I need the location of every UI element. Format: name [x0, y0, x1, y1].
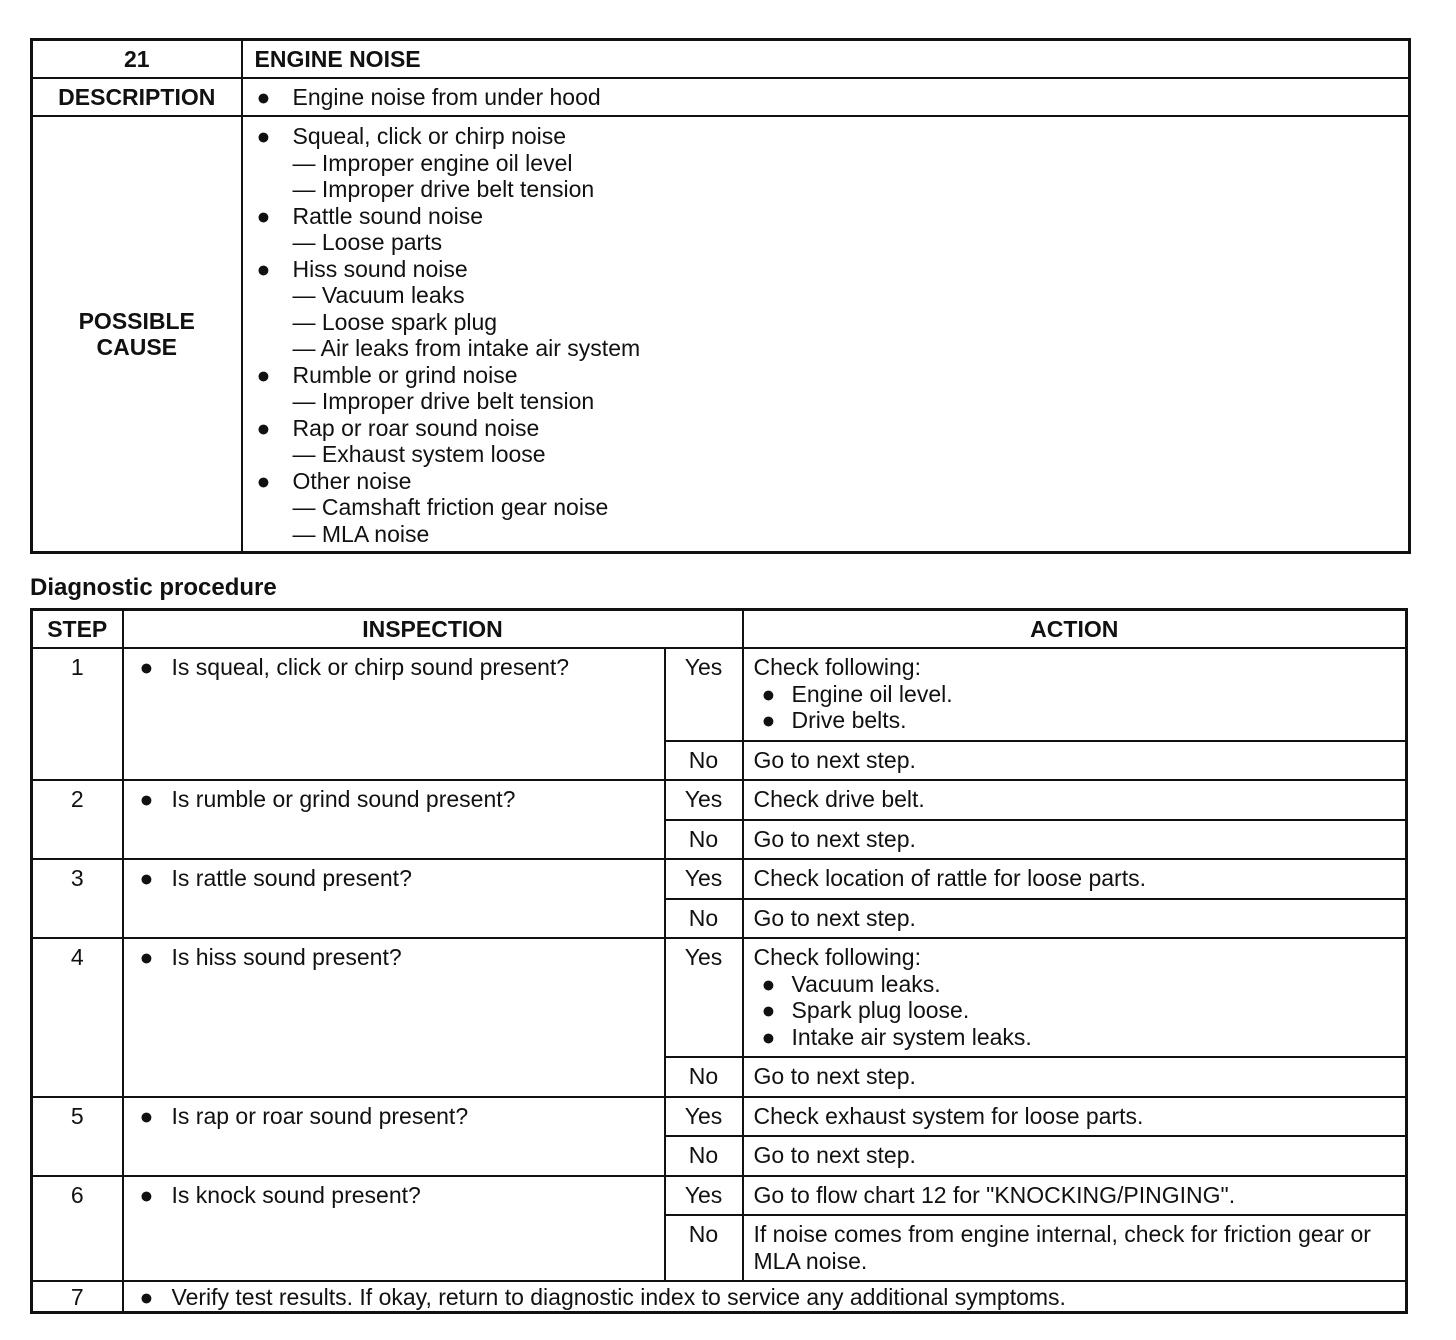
no-label: No	[665, 1057, 743, 1097]
step-number: 5	[32, 1097, 123, 1176]
cause-text: Squeal, click or chirp noise	[292, 123, 567, 149]
procedure-table	[30, 608, 1408, 1314]
header-action: ACTION	[743, 610, 1407, 649]
inspection-text: Is knock sound present?	[171, 1181, 421, 1208]
procedure-body	[32, 648, 1407, 1281]
inspection-text: Is rattle sound present?	[171, 865, 412, 891]
cause-subitem: — Improper drive belt tension	[292, 176, 595, 202]
description-label: DESCRIPTION	[32, 78, 242, 116]
yes-action-text: Check location of rattle for loose parts.	[753, 865, 1146, 891]
bullet-icon: ●	[139, 654, 154, 680]
possible-cause-label-line1: POSSIBLE	[78, 307, 195, 334]
cause-item	[257, 362, 1409, 389]
description-text: Engine noise from under hood	[292, 83, 601, 110]
symptom-title: ENGINE NOISE	[242, 40, 1410, 79]
cause-item	[257, 203, 1409, 230]
step-yes-row	[32, 780, 1407, 820]
step-yes-row	[32, 648, 1407, 741]
final-step-number: 7	[32, 1281, 123, 1312]
action-bullet-item	[754, 971, 1397, 998]
header-step: STEP	[32, 610, 123, 649]
no-label: No	[665, 1136, 743, 1176]
yes-action-cell	[743, 780, 1407, 820]
action-bullet-text: Spark plug loose.	[791, 997, 970, 1023]
bullet-icon: ●	[761, 997, 776, 1023]
bullet-icon: ●	[139, 1181, 154, 1208]
cause-item	[257, 415, 1409, 442]
bullet-icon: ●	[256, 123, 271, 149]
no-label: No	[665, 741, 743, 781]
bullet-icon: ●	[256, 414, 271, 441]
bullet-icon: ●	[139, 1102, 154, 1129]
yes-action-cell	[743, 938, 1407, 1057]
yes-action-cell	[743, 1176, 1407, 1216]
cause-subitem: — Vacuum leaks	[292, 282, 465, 308]
action-bullet-text: Engine oil level.	[791, 680, 953, 707]
bullet-icon: ●	[139, 865, 154, 891]
cause-subitem: — MLA noise	[292, 520, 430, 547]
action-bullet-item	[754, 681, 1397, 708]
step-number: 3	[32, 859, 123, 938]
symptom-table	[30, 38, 1411, 554]
inspection-text: Is squeal, click or chirp sound present?	[171, 654, 570, 680]
no-action-text: Go to next step.	[743, 899, 1407, 939]
yes-label: Yes	[665, 780, 743, 820]
no-action-text: If noise comes from engine internal, check for friction gear or MLA noise.	[743, 1215, 1407, 1281]
bullet-icon: ●	[256, 83, 271, 110]
action-bullet-item	[754, 1024, 1397, 1051]
inspection-text: Is rap or roar sound present?	[171, 1102, 469, 1129]
yes-action-text: Check following:	[753, 654, 921, 680]
no-action-text: Go to next step.	[743, 1136, 1407, 1176]
possible-cause-label-line2: CAUSE	[96, 334, 177, 360]
yes-action-text: Go to flow chart 12 for "KNOCKING/PINGING".	[753, 1181, 1236, 1208]
inspection-cell	[123, 1176, 665, 1282]
no-label: No	[665, 899, 743, 939]
step-yes-row	[32, 1176, 1407, 1216]
step-number: 1	[32, 648, 123, 780]
step-number: 2	[32, 780, 123, 859]
cause-text: Hiss sound noise	[292, 255, 468, 282]
inspection-cell	[123, 1097, 665, 1176]
procedure-header-row	[32, 610, 1407, 649]
inspection-cell	[123, 780, 665, 859]
cause-item	[257, 468, 1409, 495]
action-bullet-item	[754, 997, 1397, 1024]
no-label: No	[665, 820, 743, 860]
cause-subitem: — Air leaks from intake air system	[292, 335, 641, 361]
bullet-icon: ●	[139, 786, 154, 812]
yes-label: Yes	[665, 648, 743, 741]
bullet-icon: ●	[256, 467, 271, 494]
yes-action-cell	[743, 648, 1407, 741]
cause-text: Rumble or grind noise	[292, 361, 518, 388]
bullet-icon: ●	[139, 944, 154, 970]
bullet-icon: ●	[256, 255, 271, 282]
description-cell	[242, 78, 1410, 116]
final-step-row	[32, 1281, 1407, 1312]
action-bullet-item	[754, 707, 1397, 734]
cause-subitem: — Exhaust system loose	[292, 441, 546, 467]
final-step-cell	[123, 1281, 1407, 1312]
cause-subitem: — Improper drive belt tension	[292, 388, 595, 414]
possible-cause-row	[32, 116, 1410, 553]
cause-text: Rattle sound noise	[292, 202, 484, 229]
inspection-text: Is hiss sound present?	[171, 944, 402, 970]
yes-action-text: Check following:	[753, 944, 921, 970]
final-step-text: Verify test results. If okay, return to diagnostic index to service any additional symptoms.	[171, 1284, 1066, 1310]
procedure-heading: Diagnostic procedure	[30, 574, 277, 601]
action-bullet-text: Intake air system leaks.	[791, 1023, 1032, 1050]
inspection-cell	[123, 859, 665, 938]
inspection-text: Is rumble or grind sound present?	[171, 786, 516, 812]
yes-action-cell	[743, 1097, 1407, 1137]
bullet-icon: ●	[761, 970, 776, 997]
header-inspection: INSPECTION	[123, 610, 743, 649]
step-yes-row	[32, 1097, 1407, 1137]
cause-subitem: — Loose spark plug	[292, 308, 498, 335]
inspection-cell	[123, 648, 665, 780]
step-number: 4	[32, 938, 123, 1097]
cause-subitem: — Loose parts	[292, 229, 443, 255]
step-number: 6	[32, 1176, 123, 1282]
yes-action-text: Check drive belt.	[753, 786, 925, 812]
yes-label: Yes	[665, 1176, 743, 1216]
symptom-number: 21	[32, 40, 242, 79]
possible-cause-cell	[242, 116, 1410, 553]
cause-text: Rap or roar sound noise	[292, 414, 540, 441]
bullet-icon: ●	[256, 361, 271, 388]
cause-item	[257, 123, 1409, 150]
no-label: No	[665, 1215, 743, 1281]
bullet-icon: ●	[256, 202, 271, 229]
cause-item	[257, 256, 1409, 283]
action-bullet-text: Vacuum leaks.	[791, 970, 941, 997]
yes-action-text: Check exhaust system for loose parts.	[753, 1102, 1144, 1129]
step-yes-row	[32, 859, 1407, 899]
cause-subitem: — Camshaft friction gear noise	[292, 494, 609, 520]
yes-label: Yes	[665, 1097, 743, 1137]
yes-action-cell	[743, 859, 1407, 899]
cause-text: Other noise	[292, 467, 412, 494]
symptom-header-row	[32, 40, 1410, 79]
cause-subitem: — Improper engine oil level	[292, 149, 573, 176]
action-bullet-text: Drive belts.	[791, 707, 907, 733]
bullet-icon: ●	[139, 1284, 154, 1310]
inspection-cell	[123, 938, 665, 1097]
yes-label: Yes	[665, 859, 743, 899]
cause-list	[243, 117, 1409, 551]
possible-cause-label	[32, 116, 242, 553]
description-row	[32, 78, 1410, 116]
no-action-text: Go to next step.	[743, 1057, 1407, 1097]
bullet-icon: ●	[761, 1023, 776, 1050]
step-yes-row	[32, 938, 1407, 1057]
bullet-icon: ●	[761, 707, 776, 733]
no-action-text: Go to next step.	[743, 820, 1407, 860]
no-action-text: Go to next step.	[743, 741, 1407, 781]
bullet-icon: ●	[761, 680, 776, 707]
yes-label: Yes	[665, 938, 743, 1057]
